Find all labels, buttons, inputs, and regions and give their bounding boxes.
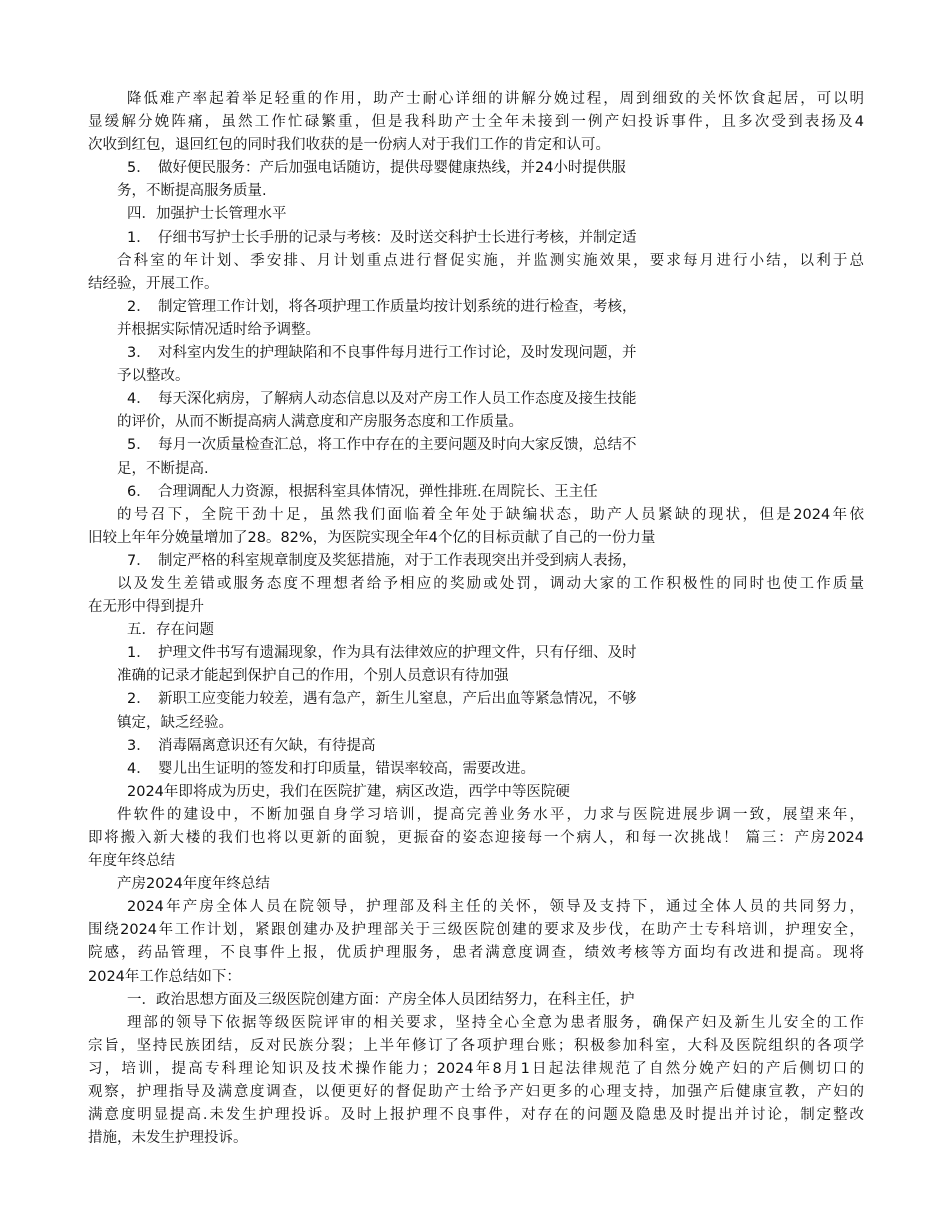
text-line: 降低难产率起着举足轻重的作用，助产士耐心详细的讲解分娩过程，周到细致的关怀饮食起居，可以明 bbox=[127, 91, 864, 107]
text-line: 理部的领导下依据等级医院评审的相关要求，坚持全心全意为患者服务，确保产妇及新生儿安全的工作 bbox=[127, 1014, 864, 1031]
text-line: 四．加强护士长管理水平 bbox=[127, 206, 287, 223]
text-line: 镇定，缺乏经验。 bbox=[117, 714, 233, 731]
text-line: 1． 护理文件书写有遗漏现象，作为具有法律效应的护理文件，只有仔细、及时 bbox=[127, 645, 637, 662]
text-line: 4． 婴儿出生证明的签发和打印质量，错误率较高，需要改进。 bbox=[127, 760, 535, 777]
text-line: 即将搬入新大楼的我们也将以更新的面貌，更振奋的姿态迎接每一个病人，和每一次挑战！ 篇三：产房2024 bbox=[88, 830, 864, 846]
document-page bbox=[88, 88, 864, 1150]
text-line: 7． 制定严格的科室规章制度及奖惩措施，对于工作表现突出并受到病人表扬， bbox=[127, 552, 637, 569]
text-line: 3． 对科室内发生的护理缺陷和不良事件每月进行工作讨论，及时发现问题，并 bbox=[127, 345, 637, 362]
text-line: 五．存在问题 bbox=[127, 622, 214, 639]
text-line: 的评价，从而不断提高病人满意度和产房服务态度和工作质量。 bbox=[117, 414, 523, 431]
text-line: 2024年即将成为历史，我们在医院扩建，病区改造，西学中等医院硬 bbox=[127, 783, 570, 800]
text-line: 习，培训，提高专科理论知识及技术操作能力；2024年8月1日起法律规范了自然分娩产妇的产后侧切口的 bbox=[88, 1060, 864, 1077]
text-line: 2． 制定管理工作计划，将各项护理工作质量均按计划系统的进行检查，考核， bbox=[127, 298, 637, 315]
text-line: 宗旨，坚持民族团结，反对民族分裂；上半年修订了各项护理台账；积极参加科室，大科及医院组织的各项学 bbox=[88, 1037, 864, 1054]
text-line: 结经验，开展工作。 bbox=[88, 275, 219, 292]
text-line: 一．政治思想方面及三级医院创建方面：产房全体人员团结努力，在科主任，护 bbox=[127, 991, 635, 1008]
text-line: 次收到红包，退回红包的同时我们收获的是一份病人对于我们工作的肯定和认可。 bbox=[88, 137, 610, 154]
text-line: 在无形中得到提升 bbox=[88, 599, 204, 616]
text-line: 满意度明显提高.未发生护理投诉。及时上报护理不良事件，对存在的问题及隐患及时提出并讨论，制定整改 bbox=[88, 1107, 864, 1124]
text-line: 1． 仔细书写护士长手册的记录与考核：及时送交科护士长进行考核，并制定适 bbox=[127, 229, 637, 246]
text-line: 准确的记录才能起到保护自己的作用，个别人员意识有待加强 bbox=[117, 668, 509, 685]
text-line: 合科室的年计划、季安排、月计划重点进行督促实施，并监测实施效果，要求每月进行小结，以利于总 bbox=[117, 252, 864, 269]
text-line: 2024年工作总结如下： bbox=[88, 968, 241, 985]
text-line: 4． 每天深化病房，了解病人动态信息以及对产房工作人员工作态度及接生技能 bbox=[127, 391, 637, 408]
text-line: 观察，护理指导及满意度调查，以便更好的督促助产士给予产妇更多的心理支持，加强产后健康宣教，产妇的 bbox=[88, 1084, 864, 1101]
text-line: 务，不断提高服务质量. bbox=[117, 183, 267, 200]
text-line: 3． 消毒隔离意识还有欠缺，有待提高 bbox=[127, 737, 376, 754]
text-line: 以及发生差错或服务态度不理想者给予相应的奖励或处罚，调动大家的工作积极性的同时也使工作质量 bbox=[117, 575, 864, 592]
text-line: 年度年终总结 bbox=[88, 853, 175, 870]
text-line: 院感，药品管理，不良事件上报，优质护理服务，患者满意度调查，绩效考核等方面均有改进和提高。现将 bbox=[88, 945, 864, 962]
text-line: 2． 新职工应变能力较差，遇有急产，新生儿窒息，产后出血等紧急情况，不够 bbox=[127, 691, 637, 708]
text-line: 旧较上年年分娩量增加了28。82%，为医院实现全年4个亿的目标贡献了自己的一份力量 bbox=[88, 529, 656, 546]
text-line: 产房2024年度年终总结 bbox=[117, 876, 270, 893]
text-line: 6． 合理调配人力资源，根据科室具体情况，弹性排班.在周院长、王主任 bbox=[127, 483, 598, 500]
text-line: 予以整改。 bbox=[117, 368, 190, 385]
text-line: 的号召下，全院干劲十足，虽然我们面临着全年处于缺编状态，助产人员紧缺的现状，但是2024年依 bbox=[117, 506, 864, 523]
text-line: 5． 做好便民服务：产后加强电话随访，提供母婴健康热线，并24小时提供服 bbox=[127, 160, 626, 177]
text-line: 显缓解分娩阵痛，虽然工作忙碌繁重，但是我科助产士全年未接到一例产妇投诉事件，且多次受到表扬及4 bbox=[88, 114, 864, 131]
text-line: 围绕2024年工作计划，紧跟创建办及护理部关于三级医院创建的要求及步伐，在助产士专科培训，护理安全， bbox=[88, 922, 864, 939]
text-line: 足，不断提高. bbox=[117, 460, 209, 477]
text-line: 5． 每月一次质量检查汇总，将工作中存在的主要问题及时向大家反馈，总结不 bbox=[127, 437, 637, 454]
text-line: 2024年产房全体人员在院领导，护理部及科主任的关怀，领导及支持下，通过全体人员的共同努力， bbox=[127, 899, 864, 916]
text-line: 并根据实际情况适时给予调整。 bbox=[117, 321, 320, 338]
text-line: 措施，未发生护理投诉。 bbox=[88, 1130, 248, 1147]
text-line: 件软件的建设中，不断加强自身学习培训，提高完善业务水平，力求与医院进展步调一致，展望来年， bbox=[117, 806, 864, 823]
